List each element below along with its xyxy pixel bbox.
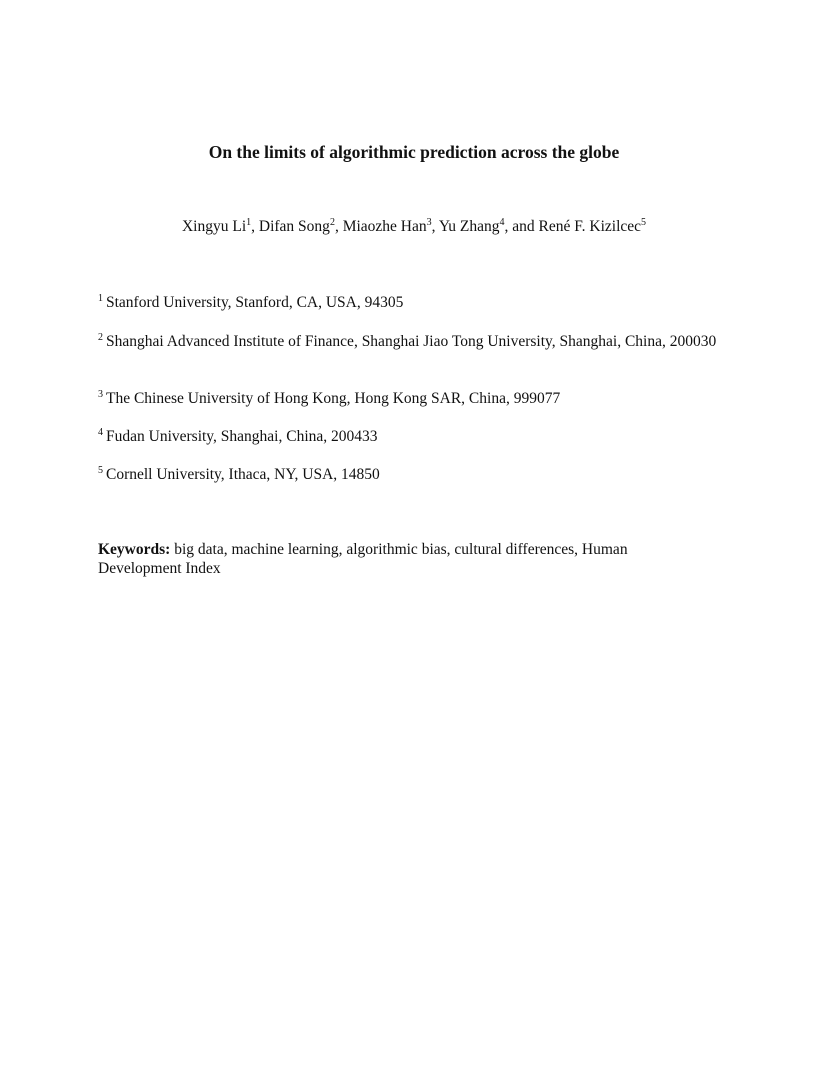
author-name: Xingyu Li xyxy=(181,218,247,235)
author-affiliation-marker: 3 xyxy=(426,217,432,228)
affiliation-text: Shanghai Advanced Institute of Finance, Shanghai Jiao Tong University, Shanghai, China, 200030 xyxy=(106,333,717,350)
affiliation-text: Stanford University, Stanford, CA, USA, 94305 xyxy=(106,294,404,311)
author-separator: , xyxy=(334,218,343,235)
author-name: Difan Song xyxy=(258,218,330,235)
affiliation xyxy=(98,293,718,312)
affiliation xyxy=(98,332,718,351)
author-name: Miaozhe Han xyxy=(342,218,427,235)
author-list xyxy=(0,217,828,237)
author-separator: , xyxy=(431,218,439,235)
author-name: René F. Kizilcec xyxy=(538,218,642,235)
author-joiner: and xyxy=(512,218,539,235)
author-affiliation-marker: 4 xyxy=(499,217,505,228)
author-affiliation-marker: 2 xyxy=(329,217,335,228)
affiliation xyxy=(98,465,718,484)
keywords-text: big data, machine learning, algorithmic bias, cultural differences, Human Development Index xyxy=(98,541,628,577)
affiliation-number: 1 xyxy=(98,293,103,304)
affiliation-number: 5 xyxy=(98,465,103,476)
author-separator: , xyxy=(504,218,513,235)
paper-title: On the limits of algorithmic prediction across the globe xyxy=(208,142,620,162)
author-name: Yu Zhang xyxy=(438,218,500,235)
keywords-section xyxy=(98,540,698,578)
author-affiliation-marker: 1 xyxy=(246,217,252,228)
affiliation-text: The Chinese University of Hong Kong, Hong Kong SAR, China, 999077 xyxy=(106,390,561,407)
affiliation xyxy=(98,389,718,408)
affiliation-number: 2 xyxy=(98,332,103,343)
affiliation xyxy=(98,427,718,446)
affiliation-text: Fudan University, Shanghai, China, 200433 xyxy=(106,428,378,445)
keywords-label: Keywords: xyxy=(98,541,171,558)
affiliation-text: Cornell University, Ithaca, NY, USA, 14850 xyxy=(106,466,380,483)
affiliation-number: 4 xyxy=(98,427,103,438)
author-affiliation-marker: 5 xyxy=(641,217,647,228)
affiliation-number: 3 xyxy=(98,389,103,400)
author-separator: , xyxy=(251,218,259,235)
